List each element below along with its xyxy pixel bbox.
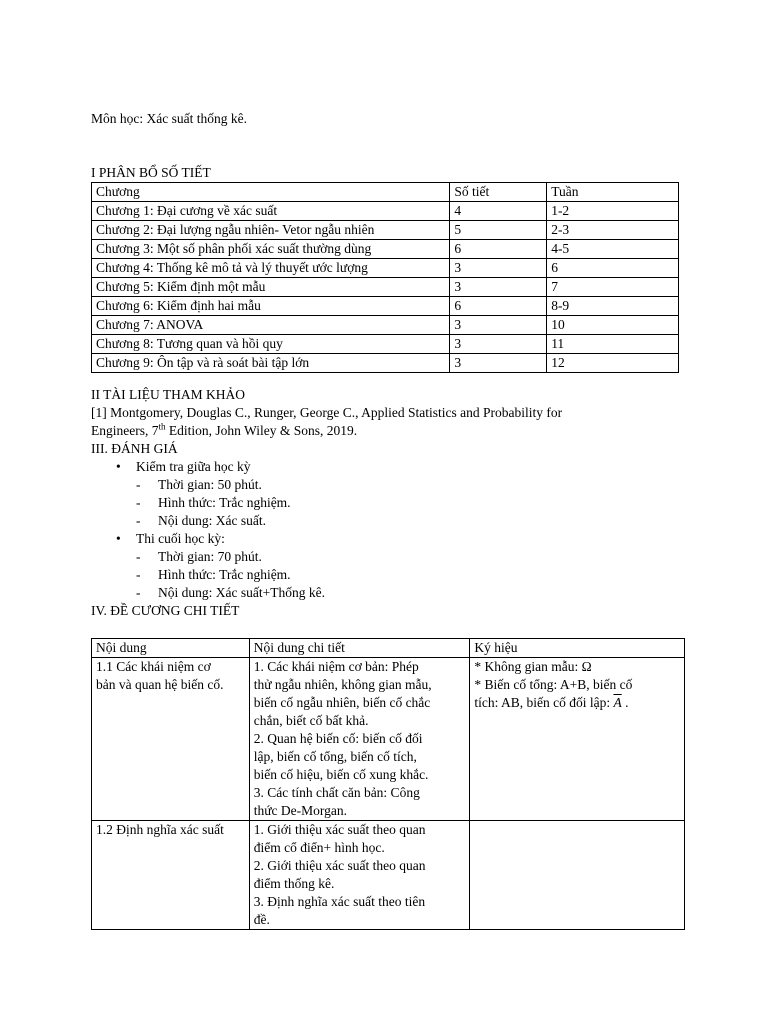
allocation-header-row — [92, 183, 679, 202]
syllabus-row — [92, 658, 685, 821]
dash-glyph: - — [136, 495, 141, 510]
detail-line: biến cố hiệu, biến cố xung khắc. — [253, 767, 429, 782]
detail-text: Thời gian: 70 phút. — [158, 549, 262, 564]
topic-line: bản và quan hệ biến cố. — [96, 677, 224, 692]
reference-text-tail: Edition, John Wiley & Sons, 2019. — [165, 423, 358, 438]
header-cell: Tuần — [547, 183, 679, 202]
detail-cell — [249, 821, 470, 930]
syllabus-header-row — [92, 639, 685, 658]
detail-line: 2. Giới thiệu xác suất theo quan — [253, 858, 426, 873]
allocation-row — [92, 240, 679, 259]
allocation-table — [91, 182, 679, 373]
assessment-item — [116, 530, 225, 548]
detail-line: 3. Các tính chất căn bản: Công — [253, 785, 420, 800]
allocation-row — [92, 202, 679, 221]
week-cell: 12 — [547, 354, 679, 373]
topic-cell — [92, 658, 250, 821]
week-cell: 1-2 — [547, 202, 679, 221]
syllabus-table — [91, 638, 685, 930]
periods-cell: 3 — [450, 354, 547, 373]
assessment-detail — [136, 494, 291, 512]
section-references-title: II TÀI LIỆU THAM KHẢO — [91, 387, 245, 402]
allocation-row — [92, 316, 679, 335]
detail-text: Nội dung: Xác suất. — [158, 513, 266, 528]
chapter-cell: Chương 8: Tương quan và hồi quy — [92, 335, 450, 354]
detail-line: điểm cổ điển+ hình học. — [253, 840, 385, 855]
subject-line: Môn học: Xác suất thống kê. — [91, 111, 247, 126]
week-cell: 7 — [547, 278, 679, 297]
week-cell: 2-3 — [547, 221, 679, 240]
assessment-item — [116, 458, 251, 476]
allocation-row — [92, 335, 679, 354]
section-assessment-title: III. ĐÁNH GIÁ — [91, 441, 178, 456]
header-cell: Ký hiệu — [470, 639, 685, 658]
detail-line: thử ngẫu nhiên, không gian mẫu, — [253, 677, 432, 692]
reference-superscript: th — [158, 421, 166, 432]
periods-cell: 3 — [450, 316, 547, 335]
chapter-cell: Chương 3: Một số phân phối xác suất thường dùng — [92, 240, 450, 259]
reference-text: Engineers, 7 — [91, 423, 159, 438]
chapter-cell: Chương 9: Ôn tập và rà soát bài tập lớn — [92, 354, 450, 373]
allocation-row — [92, 221, 679, 240]
periods-cell: 5 — [450, 221, 547, 240]
detail-text: Thời gian: 50 phút. — [158, 477, 262, 492]
detail-line: đề. — [253, 912, 270, 927]
chapter-cell: Chương 2: Đại lượng ngẫu nhiên- Vetor ngẫu nhiên — [92, 221, 450, 240]
assessment-detail — [136, 512, 266, 530]
header-cell: Nội dung — [92, 639, 250, 658]
symbol-line: * Không gian mẫu: Ω — [474, 659, 592, 674]
detail-line: thức De-Morgan. — [253, 803, 348, 818]
detail-text: Hình thức: Trắc nghiệm. — [158, 567, 291, 582]
detail-line: 1. Các khái niệm cơ bản: Phép — [253, 659, 419, 674]
detail-line: 1. Giới thiệu xác suất theo quan — [253, 822, 426, 837]
assessment-detail — [136, 548, 262, 566]
assessment-detail — [136, 476, 262, 494]
topic-cell — [92, 821, 250, 930]
assessment-detail — [136, 566, 291, 584]
assessment-label: Thi cuối học kỳ: — [136, 531, 225, 546]
week-cell: 4-5 — [547, 240, 679, 259]
topic-line: 1.2 Định nghĩa xác suất — [96, 822, 224, 837]
bullet-glyph: • — [116, 531, 121, 546]
topic-line: 1.1 Các khái niệm cơ — [96, 659, 211, 674]
week-cell: 8-9 — [547, 297, 679, 316]
periods-cell: 6 — [450, 240, 547, 259]
reference-line-1: [1] Montgomery, Douglas C., Runger, George C., Applied Statistics and Probability for — [91, 405, 563, 420]
dash-glyph: - — [136, 585, 141, 600]
week-cell: 10 — [547, 316, 679, 335]
reference-line-2 — [91, 422, 357, 440]
dash-glyph: - — [136, 549, 141, 564]
complement-symbol: $\overline{A}$ — [613, 695, 622, 710]
bullet-glyph: • — [116, 459, 121, 474]
detail-line: chắn, biết cố bất khả. — [253, 713, 369, 728]
section-allocation-title: I PHÂN BỔ SỐ TIẾT — [91, 165, 211, 180]
detail-cell — [249, 658, 470, 821]
header-cell: Số tiết — [450, 183, 547, 202]
periods-cell: 3 — [450, 259, 547, 278]
periods-cell: 6 — [450, 297, 547, 316]
detail-line: điểm thống kê. — [253, 876, 335, 891]
detail-line: lập, biến cố tổng, biến cố tích, — [253, 749, 417, 764]
symbol-line: * Biến cố tổng: A+B, biến cố — [474, 677, 633, 692]
assessment-label: Kiểm tra giữa học kỳ — [136, 459, 251, 474]
header-cell: Nội dung chi tiết — [249, 639, 470, 658]
chapter-cell: Chương 1: Đại cương về xác suất — [92, 202, 450, 221]
chapter-cell: Chương 5: Kiểm định một mẫu — [92, 278, 450, 297]
symbol-cell — [470, 658, 685, 821]
syllabus-row — [92, 821, 685, 930]
periods-cell: 3 — [450, 335, 547, 354]
dash-glyph: - — [136, 567, 141, 582]
dash-glyph: - — [136, 513, 141, 528]
week-cell: 6 — [547, 259, 679, 278]
symbol-line — [474, 694, 680, 712]
chapter-cell: Chương 6: Kiểm định hai mẫu — [92, 297, 450, 316]
allocation-row — [92, 259, 679, 278]
allocation-row — [92, 297, 679, 316]
symbol-text: tích: AB, biến cố đối lập: — [474, 695, 614, 710]
detail-line: biến cố ngẫu nhiên, biến cố chắc — [253, 695, 431, 710]
section-syllabus-title: IV. ĐỀ CƯƠNG CHI TIẾT — [91, 603, 240, 618]
chapter-cell: Chương 7: ANOVA — [92, 316, 450, 335]
allocation-row — [92, 354, 679, 373]
detail-text: Nội dung: Xác suất+Thống kê. — [158, 585, 325, 600]
detail-line: 3. Định nghĩa xác suất theo tiên — [253, 894, 426, 909]
assessment-detail — [136, 584, 325, 602]
detail-line: 2. Quan hệ biến cố: biến cố đối — [253, 731, 423, 746]
week-cell: 11 — [547, 335, 679, 354]
symbol-text-tail: . — [621, 695, 629, 710]
dash-glyph: - — [136, 477, 141, 492]
periods-cell: 4 — [450, 202, 547, 221]
header-cell: Chương — [92, 183, 450, 202]
detail-text: Hình thức: Trắc nghiệm. — [158, 495, 291, 510]
periods-cell: 3 — [450, 278, 547, 297]
allocation-row — [92, 278, 679, 297]
chapter-cell: Chương 4: Thống kê mô tả và lý thuyết ước lượng — [92, 259, 450, 278]
symbol-cell — [470, 821, 685, 930]
